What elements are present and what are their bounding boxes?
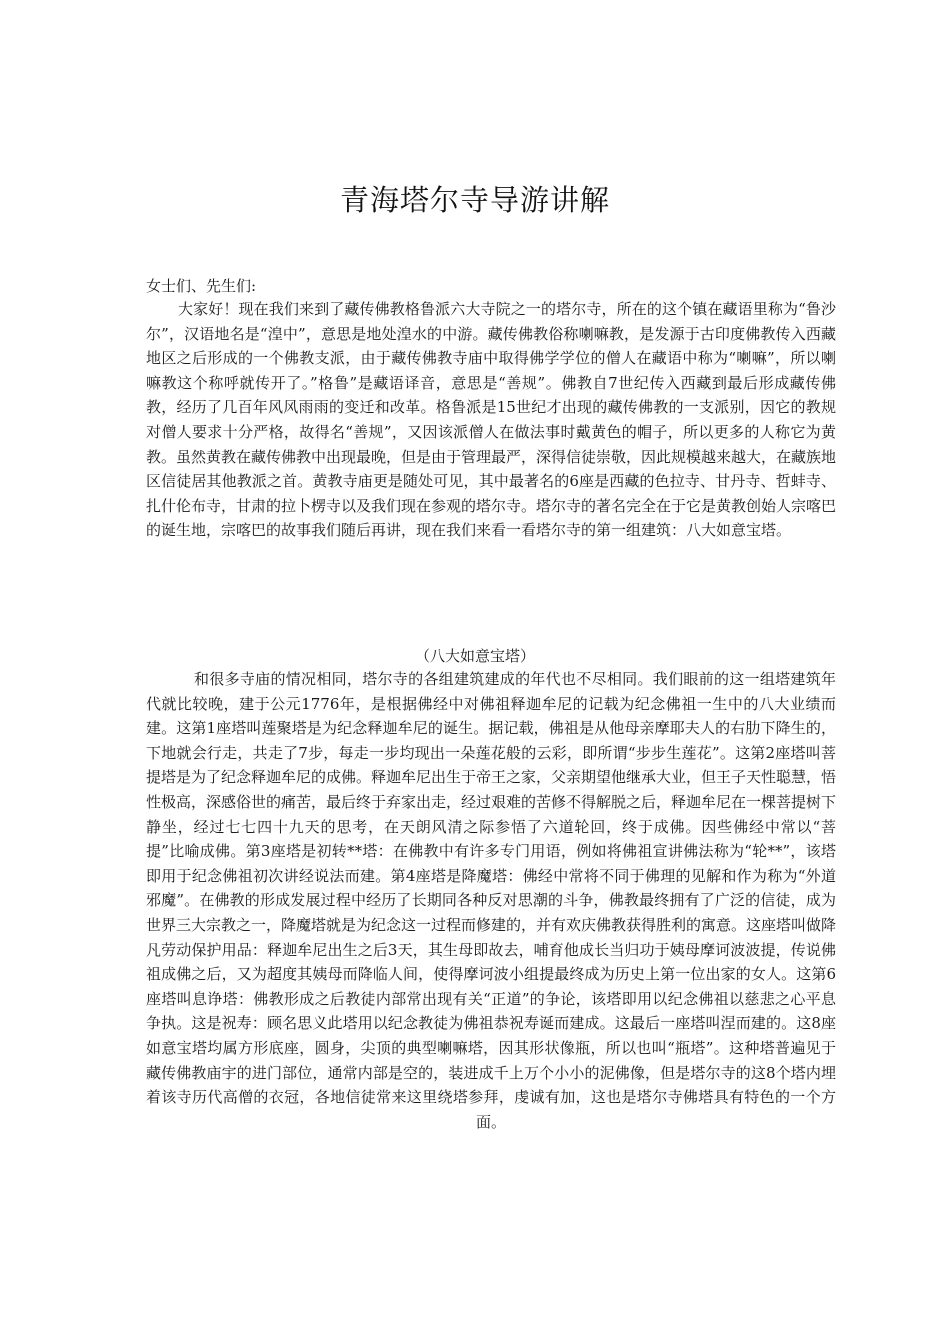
- greeting-line: 女士们、先生们:: [146, 277, 257, 295]
- section-paragraph: 和很多寺庙的情况相同，塔尔寺的各组建筑建成的年代也不尽相同。我们眼前的这一组塔建筑年代就比较晚，建于公元1776年，是根据佛经中对佛祖释迦牟尼的记载为纪念佛祖一生中的八大业绩而建。这第1座塔叫莲聚塔是为纪念释迦牟尼的诞生。据记载，佛祖是从他母亲摩耶夫人的右肋下降生的，下地就会行走，共走了7步，每走一步均现出一朵莲花般的云彩，即所谓“步步生莲花”。这第2座塔叫菩提塔是为了纪念释迦牟尼的成佛。释迦牟尼出生于帝王之家，父亲期望他继承大业，但王子天性聪慧，悟性极高，深感俗世的痛苦，最后终于弃家出走，经过艰难的苦修不得解脱之后，释迦牟尼在一棵菩提树下静坐，经过七七四十九天的思考，在天朗风清之际参悟了六道轮回，终于成佛。因些佛经中常以“菩提”比喻成佛。第3座塔是初转**塔：在佛教中有许多专门用语，例如将佛祖宣讲佛法称为“轮**”，该塔即用于纪念佛祖初次讲经说法而建。第4座塔是降魔塔：佛经中常将不同于佛理的见解和作为称为“外道邪魔”。在佛教的形成发展过程中经历了长期同各种反对思潮的斗争，佛教最终拥有了广泛的信徒，成为世界三大宗教之一，降魔塔就是为纪念这一过程而修建的，并有欢庆佛教获得胜利的寓意。这座塔叫做降凡劳动保护用品：释迦牟尼出生之后3天，其生母即故去，哺育他成长当归功于姨母摩诃波波提，传说佛祖成佛之后，又为超度其姨母而降临人间，使得摩诃波小组提最终成为历史上第一位出家的女人。这第6座塔叫息诤塔：佛教形成之后教徒内部常出现有关“正道”的争论，该塔即用以纪念佛祖以慈悲之心平息争执。这是祝寿：顾名思义此塔用以纪念教徒为佛祖恭祝寿诞而建成。这最后一座塔叫涅而建的。这8座如意宝塔均属方形底座，圆身，尖顶的典型喇嘛塔，因其形状像瓶，所以也叫“瓶塔”。这种塔普遍见于藏传佛教庙宇的进门部位，通常内部是空的，装进成千上万个小小的泥佛像，但是塔尔寺的这8个塔内埋着该寺历代高僧的衣冠，各地信徒常来这里绕塔参拜，虔诚有加，这也是塔尔寺佛塔具有特色的一个方面。: [146, 670, 837, 1131]
- section-heading: （八大如意宝塔）: [414, 647, 535, 665]
- page-title: 青海塔尔寺导游讲解: [339, 183, 610, 217]
- intro-paragraph: 大家好！现在我们来到了藏传佛教格鲁派六大寺院之一的塔尔寺，所在的这个镇在藏语里称为“鲁沙尔”，汉语地名是“湟中”，意思是地处湟水的中游。藏传佛教俗称喇嘛教，是发源于古印度佛教传入西藏地区之后形成的一个佛教支派，由于藏传佛教寺庙中取得佛学学位的僧人在藏语中称为“喇嘛”，所以喇嘛教这个称呼就传开了。”格鲁”是藏语译音，意思是“善规”。佛教自7世纪传入西藏到最后形成藏传佛教，经历了几百年风风雨雨的变迁和改革。格鲁派是15世纪才出现的藏传佛教的一支派别，因它的教规对僧人要求十分严格，故得名“善规”，又因该派僧人在做法事时戴黄色的帽子，所以更多的人称它为黄教。虽然黄教在藏传佛教中出现最晚，但是由于管理最严，深得信徒崇敬，因此规模越来越大，在藏族地区信徒居其他教派之首。黄教寺庙更是随处可见，其中最著名的6座是西藏的色拉寺、甘丹寺、哲蚌寺、扎什伦布寺，甘肃的拉卜楞寺以及我们现在参观的塔尔寺。塔尔寺的著名完全在于它是黄教创始人宗喀巴的诞生地，宗喀巴的故事我们随后再讲，现在我们来看一看塔尔寺的第一组建筑：八大如意宝塔。: [146, 300, 837, 540]
